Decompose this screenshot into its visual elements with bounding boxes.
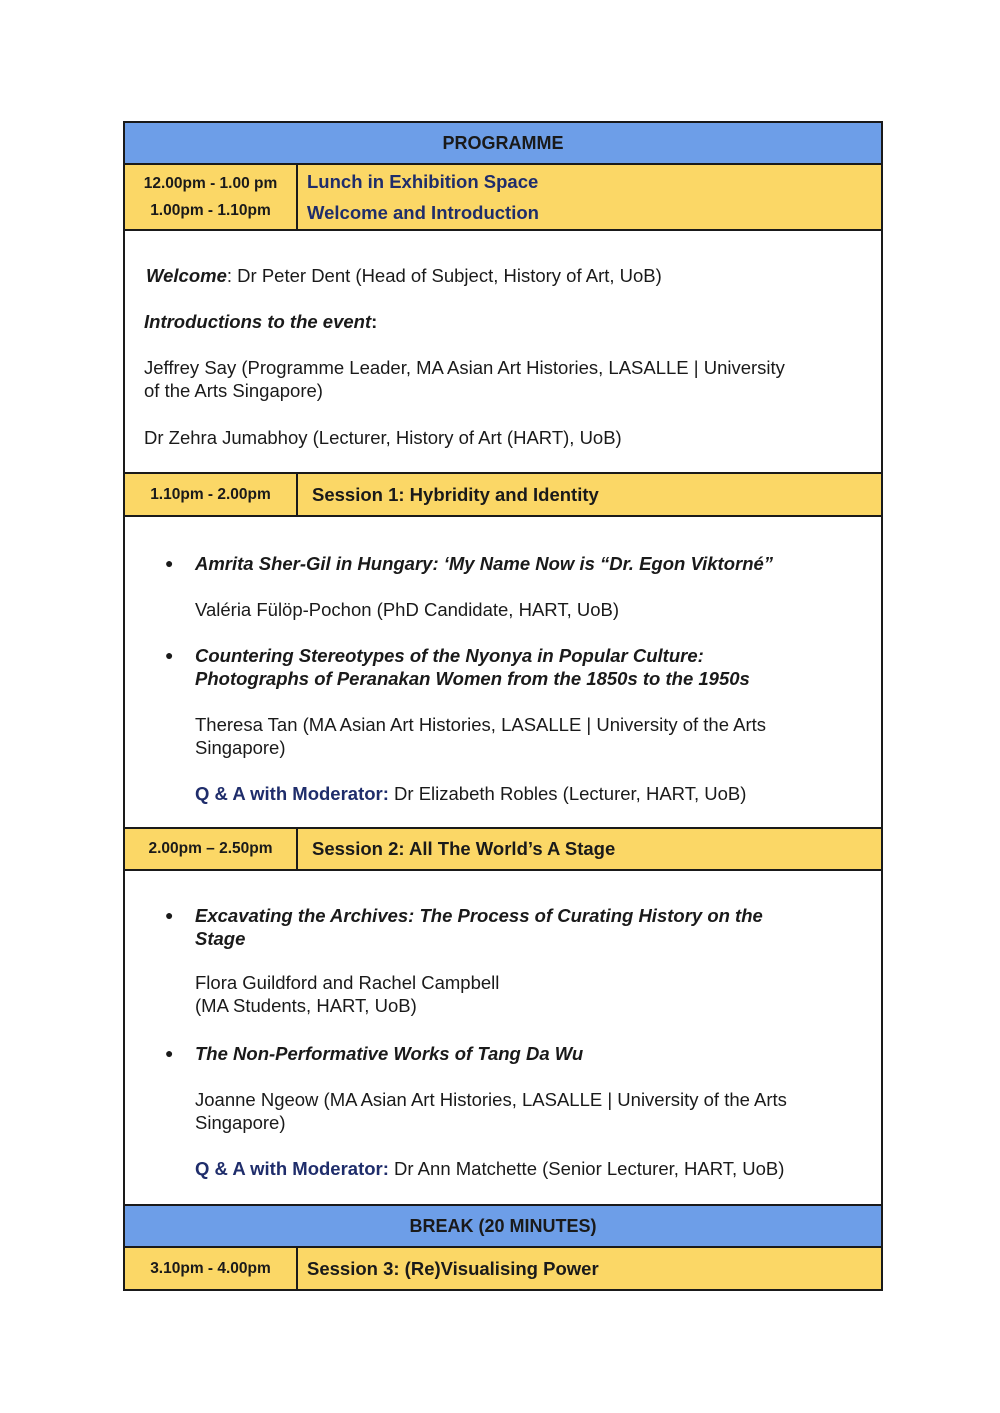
session-1-qa — [195, 782, 766, 805]
bullet-icon: ● — [165, 907, 174, 923]
bullet-icon: ● — [165, 647, 174, 663]
session-2-row — [125, 829, 881, 871]
session-1-row — [125, 474, 881, 517]
intro-label: Introductions to the event — [144, 311, 372, 332]
opening-time-1: 12.00pm - 1.00 pm — [143, 175, 278, 192]
session-1-content — [125, 517, 881, 829]
opening-titles — [298, 165, 881, 229]
talk-speaker-line-1: Joanne Ngeow (MA Asian Art Histories, LASALLE | University of the Arts — [195, 1089, 787, 1110]
bullet-icon: ● — [165, 1045, 174, 1061]
session-1-talk-1 — [125, 552, 773, 621]
break-row — [125, 1206, 881, 1248]
intro-colon: : — [371, 311, 378, 332]
talk-speaker-line-2: (MA Students, HART, UoB) — [195, 995, 417, 1016]
session-2-talk-2 — [125, 1042, 787, 1180]
qa-text: Dr Ann Matchette (Senior Lecturer, HART, UoB) — [388, 1158, 785, 1179]
bullet-icon: ● — [165, 555, 174, 571]
session-1-talk-2 — [125, 644, 766, 805]
session-2-title: Session 2: All The World’s A Stage — [312, 838, 616, 859]
talk-speaker-line-2: Singapore) — [195, 1112, 286, 1133]
talk-title-line-2: Stage — [195, 928, 246, 949]
intro-heading — [144, 310, 377, 333]
opening-title-2: Welcome and Introduction — [307, 202, 539, 223]
session-3-time: 3.10pm - 4.00pm — [125, 1248, 298, 1289]
welcome-label: Welcome — [146, 265, 227, 286]
opening-row — [125, 165, 881, 231]
opening-times — [125, 165, 298, 229]
talk-speaker-line-1: Theresa Tan (MA Asian Art Histories, LASALLE | University of the Arts — [195, 714, 767, 735]
intro-speaker-1 — [144, 356, 785, 402]
intro-speaker-2: Dr Zehra Jumabhoy (Lecturer, History of Art (HART), UoB) — [144, 427, 622, 448]
talk-speaker-line-2: Singapore) — [195, 737, 286, 758]
programme-header — [125, 123, 881, 165]
session-3-title: Session 3: (Re)Visualising Power — [307, 1257, 599, 1279]
opening-time-2: 1.00pm - 1.10pm — [150, 202, 271, 219]
qa-label: Q & A with Moderator: — [195, 783, 389, 804]
talk-speaker-line-1: Flora Guildford and Rachel Campbell — [195, 972, 500, 993]
welcome-section — [125, 231, 881, 474]
session-3-row — [125, 1248, 881, 1289]
talk-title-line-2: Photographs of Peranakan Women from the 1850s to the 1950s — [195, 668, 750, 689]
talk-title-line-1: Countering Stereotypes of the Nyonya in Popular Culture: — [195, 645, 704, 666]
talk-speaker: Valéria Fülöp-Pochon (PhD Candidate, HART, UoB) — [195, 599, 619, 620]
session-2-qa — [195, 1157, 787, 1180]
intro-speaker-1-line-1: Jeffrey Say (Programme Leader, MA Asian Art Histories, LASALLE | University — [144, 357, 785, 378]
session-2-talk-1 — [125, 904, 763, 1017]
talk-title: The Non-Performative Works of Tang Da Wu — [195, 1043, 584, 1064]
session-1-title: Session 1: Hybridity and Identity — [312, 483, 599, 505]
break-label: BREAK (20 MINUTES) — [409, 1215, 597, 1236]
session-2-content — [125, 871, 881, 1206]
intro-speaker-1-line-2: of the Arts Singapore) — [144, 380, 323, 401]
programme-table — [123, 121, 883, 1291]
qa-label: Q & A with Moderator: — [195, 1158, 389, 1179]
welcome-line — [146, 264, 662, 287]
welcome-text: : Dr Peter Dent (Head of Subject, History of Art, UoB) — [226, 265, 662, 286]
talk-title: Amrita Sher-Gil in Hungary: ‘My Name Now is “Dr. Egon Viktorné” — [195, 553, 774, 574]
opening-title-1: Lunch in Exhibition Space — [307, 171, 539, 192]
talk-title-line-1: Excavating the Archives: The Process of Curating History on the — [195, 905, 763, 926]
session-2-time: 2.00pm – 2.50pm — [125, 829, 298, 869]
programme-header-label: PROGRAMME — [442, 132, 564, 153]
qa-text: Dr Elizabeth Robles (Lecturer, HART, UoB) — [388, 783, 747, 804]
session-1-time: 1.10pm - 2.00pm — [125, 474, 298, 515]
